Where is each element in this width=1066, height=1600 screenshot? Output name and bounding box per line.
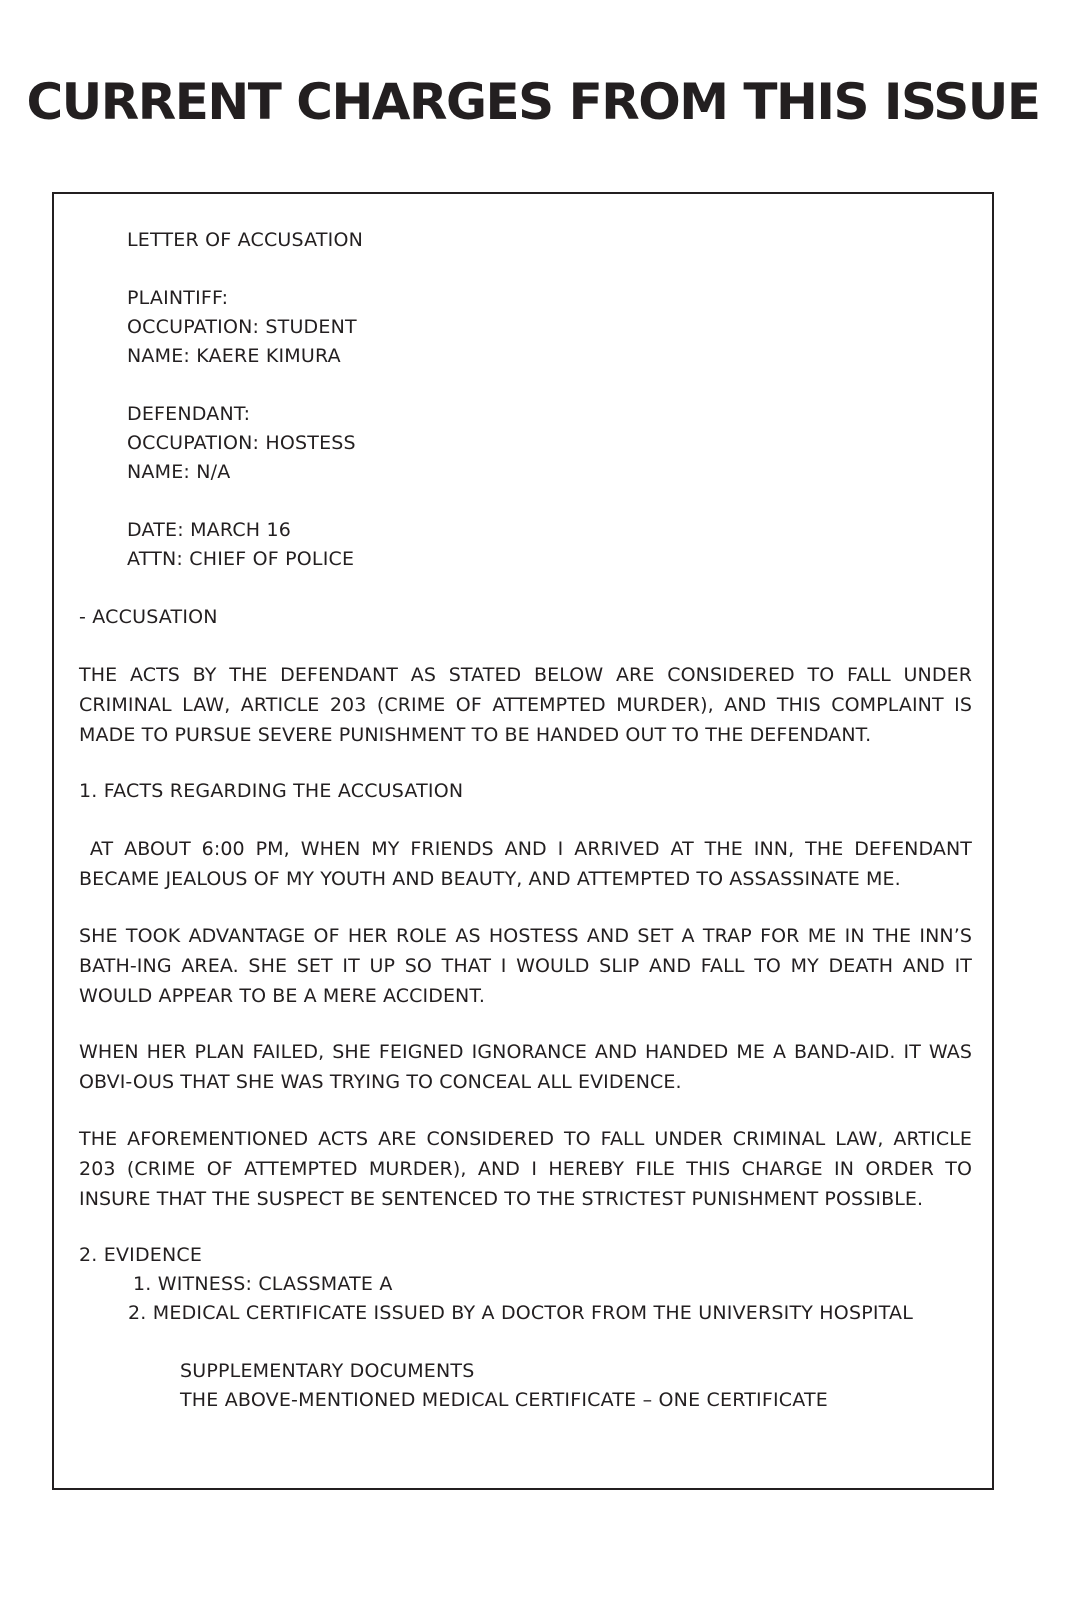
accusation-heading: - ACCUSATION: [79, 606, 218, 628]
facts-paragraph-3: WHEN HER PLAN FAILED, SHE FEIGNED IGNORANCE AND HANDED ME A BAND-AID. IT WAS OBVI-OUS THAT SHE WAS TRYING TO CONCEAL ALL EVIDENCE.: [79, 1041, 972, 1093]
defendant-name: NAME: N/A: [127, 461, 231, 483]
evidence-item-2: 2. MEDICAL CERTIFICATE ISSUED BY A DOCTOR FROM THE UNIVERSITY HOSPITAL: [128, 1302, 913, 1324]
evidence-item-1: 1. WITNESS: CLASSMATE A: [133, 1273, 393, 1295]
supplementary-item: THE ABOVE-MENTIONED MEDICAL CERTIFICATE – ONE CERTIFICATE: [180, 1389, 828, 1411]
letter-date: DATE: MARCH 16: [127, 519, 292, 541]
letter-attn: ATTN: CHIEF OF POLICE: [127, 548, 355, 570]
facts-paragraph-2: SHE TOOK ADVANTAGE OF HER ROLE AS HOSTESS AND SET A TRAP FOR ME IN THE INN’S BATH-ING AREA. SHE SET IT UP SO THAT I WOULD SLIP AND FALL TO MY DEATH AND IT WOULD APPEAR TO BE A MERE ACCIDENT.: [79, 925, 972, 1007]
accusation-paragraph: THE ACTS BY THE DEFENDANT AS STATED BELOW ARE CONSIDERED TO FALL UNDER CRIMINAL LAW, ARTICLE 203 (CRIME OF ATTEMPTED MURDER), AND THIS COMPLAINT IS MADE TO PURSUE SEVERE PUNISHMENT TO BE HANDED OUT TO THE DEFENDANT.: [79, 664, 972, 746]
facts-paragraph-1: AT ABOUT 6:00 PM, WHEN MY FRIENDS AND I ARRIVED AT THE INN, THE DEFENDANT BECAME JEALOUS OF MY YOUTH AND BEAUTY, AND ATTEMPTED TO ASSASSINATE ME.: [79, 838, 972, 890]
facts-heading: 1. FACTS REGARDING THE ACCUSATION: [79, 780, 464, 802]
page-title: CURRENT CHARGES FROM THIS ISSUE: [26, 73, 1040, 131]
letter-heading: LETTER OF ACCUSATION: [127, 229, 364, 251]
defendant-occupation: OCCUPATION: HOSTESS: [127, 432, 356, 454]
plaintiff-occupation: OCCUPATION: STUDENT: [127, 316, 357, 338]
facts-paragraph-4: THE AFOREMENTIONED ACTS ARE CONSIDERED TO FALL UNDER CRIMINAL LAW, ARTICLE 203 (CRIME OF ATTEMPTED MURDER), AND I HEREBY FILE THIS CHARGE IN ORDER TO INSURE THAT THE SUSPECT BE SENTENCED TO THE STRICTEST PUNISHMENT POSSIBLE.: [79, 1128, 972, 1210]
supplementary-heading: SUPPLEMENTARY DOCUMENTS: [180, 1360, 475, 1382]
plaintiff-name: NAME: KAERE KIMURA: [127, 345, 341, 367]
plaintiff-label: PLAINTIFF:: [127, 287, 229, 309]
defendant-label: DEFENDANT:: [127, 403, 251, 425]
evidence-heading: 2. EVIDENCE: [79, 1244, 203, 1266]
